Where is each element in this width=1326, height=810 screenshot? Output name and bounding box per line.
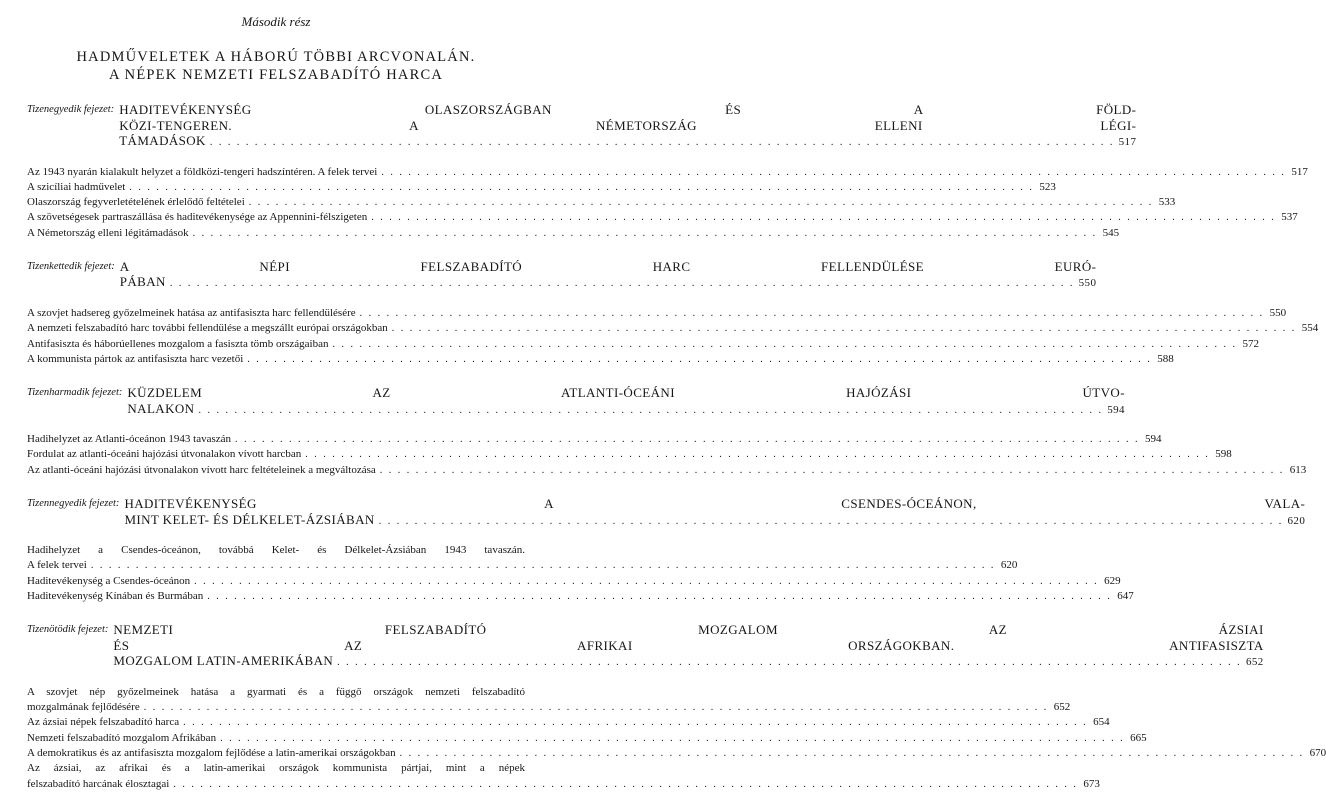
dot-leader [332, 337, 1237, 352]
chapter-title-line: KÖZI-TENGEREN. A NÉMETORSZÁG ELLENI LÉGI- [119, 117, 1137, 133]
dot-leader [144, 700, 1049, 715]
entry-list [27, 685, 1326, 792]
toc-entry[interactable] [27, 226, 1120, 241]
entry-text: Haditevékenység a Csendes-óceánon [27, 574, 191, 587]
chapter-title-line: MOZGALOM LATIN-AMERIKÁBAN [113, 653, 334, 669]
toc-entry[interactable] [27, 761, 1100, 792]
dot-leader [198, 403, 1103, 419]
chapter-title-line: HADITEVÉKENYSÉG A CSENDES-ÓCEÁNON, VALA- [124, 496, 1306, 512]
dot-leader [210, 135, 1115, 151]
entry-text: felszabadító harcának élosztagai [27, 777, 170, 790]
page-number: 550 [1269, 306, 1287, 319]
toc-entry[interactable] [27, 210, 1298, 225]
entry-text: mozgalmának fejlődésére [27, 701, 140, 714]
page-number: 620 [1287, 514, 1306, 527]
dot-leader [220, 731, 1125, 746]
chapter-13 [27, 385, 1307, 478]
toc-entry[interactable] [27, 195, 1176, 210]
dot-leader [247, 352, 1152, 367]
entry-list [27, 165, 1308, 241]
dot-leader [380, 463, 1285, 478]
entry-text: A Németország elleni légitámadások [27, 226, 189, 239]
chapter-title-line: KÜZDELEM AZ ATLANTI-ÓCEÁNI HAJÓZÁSI ÚTVO- [127, 385, 1125, 401]
toc-entry[interactable] [27, 715, 1110, 730]
entry-text: Az 1943 nyarán kialakult helyzet a földközi-tengeri hadszíntéren. A felek tervei [27, 165, 378, 178]
page-number: 613 [1289, 463, 1307, 476]
toc-entry[interactable] [27, 543, 1018, 574]
entry-last-line [27, 700, 1071, 715]
page-number: 670 [1309, 746, 1326, 759]
dot-leader [400, 746, 1305, 761]
page-number: 537 [1281, 211, 1298, 224]
toc-entry[interactable] [27, 306, 1287, 321]
chapter-title [119, 102, 1136, 151]
main-title-line: A NÉPEK NEMZETI FELSZABADÍTÓ HARCA [108, 67, 443, 83]
dot-leader [381, 165, 1286, 180]
page-number: 629 [1104, 574, 1121, 587]
chapter-title [124, 496, 1305, 529]
page-number: 673 [1083, 777, 1100, 790]
toc-entry[interactable] [27, 180, 1056, 195]
chapter-title-line: NALAKON [127, 400, 195, 416]
chapter-14 [27, 496, 1306, 604]
chapter-11 [27, 102, 1308, 241]
chapter-label: Tizennegyedik fejezet: [27, 498, 120, 510]
chapter-title-line: NEMZETI FELSZABADÍTÓ MOZGALOM AZ ÁZSIAI [113, 622, 1264, 638]
dot-leader [129, 180, 1034, 195]
chapter-title-last-line [113, 653, 1263, 671]
entry-text: Haditevékenység Kínában és Burmában [27, 589, 204, 602]
dot-leader [337, 655, 1242, 671]
entry-text: A szovjet nép győzelmeinek hatása a gyarmati és a függő országok nemzeti felszabadító [27, 685, 525, 698]
chapter-label: Tizenharmadik fejezet: [27, 387, 123, 399]
entry-text: Antifasiszta és háborúellenes mozgalom a fasiszta tömb országaiban [27, 337, 329, 350]
page-number: 665 [1130, 731, 1147, 744]
page-number: 554 [1301, 322, 1319, 335]
chapter-title [127, 385, 1125, 418]
toc-entry[interactable] [27, 321, 1319, 336]
chapter-heading [27, 385, 1125, 418]
dot-leader [193, 226, 1098, 241]
dot-leader [235, 432, 1140, 447]
toc-entry[interactable] [27, 165, 1308, 180]
chapter-title [120, 259, 1097, 292]
dot-leader [392, 321, 1297, 336]
toc-entry[interactable] [27, 432, 1162, 447]
entry-list [27, 306, 1319, 367]
entry-text: A kommunista pártok az antifasiszta harc vezetői [27, 352, 244, 365]
entry-text: Nemzeti felszabadító mozgalom Afrikában [27, 731, 217, 744]
entry-last-line [27, 777, 1100, 792]
chapter-title [113, 622, 1263, 671]
chapter-label: Tizenegyedik fejezet: [27, 104, 115, 115]
toc-entry[interactable] [27, 746, 1326, 761]
entry-text: A szicíliai hadművelet [27, 180, 126, 193]
chapter-heading [27, 496, 1306, 529]
chapter-heading [27, 622, 1264, 671]
dot-leader [371, 210, 1276, 225]
dot-leader [379, 514, 1284, 530]
chapter-label: Tizenkettedik fejezet: [27, 260, 115, 272]
entry-text: Hadihelyzet a Csendes-óceánon, továbbá Kelet- és Délkelet-Ázsiában 1943 tavaszán. [27, 544, 525, 557]
chapter-title-line: HADITEVÉKENYSÉG OLASZORSZÁGBAN ÉS A FÖLD- [119, 102, 1137, 117]
dot-leader [249, 195, 1154, 210]
entry-text: A szövetségesek partraszállása és haditevékenysége az Appennini-félszigeten [27, 211, 368, 224]
entry-text: A felek tervei [27, 559, 87, 572]
page-number: 654 [1093, 716, 1110, 729]
chapter-title-line: MINT KELET- ÉS DÉLKELET-ÁZSIÁBAN [124, 511, 375, 527]
toc-entry[interactable] [27, 337, 1259, 352]
dot-leader [207, 589, 1112, 604]
entry-text: A demokratikus és az antifasiszta mozgalom fejlődése a latin-amerikai országokban [27, 746, 396, 759]
chapter-label: Tizenötödik fejezet: [27, 624, 109, 636]
entry-text: Hadihelyzet az Atlanti-óceánon 1943 tavaszán [27, 433, 232, 446]
chapter-title-last-line [124, 512, 1305, 530]
page-number: 598 [1215, 448, 1232, 461]
chapter-title-line: PÁBAN [119, 274, 166, 290]
chapter-title-last-line [127, 401, 1125, 419]
chapter-heading [27, 102, 1137, 151]
toc-entry[interactable] [27, 589, 1134, 604]
page-number: 533 [1158, 196, 1176, 209]
part-label: Második rész [241, 14, 311, 29]
main-title-line: HADMŰVELETEK A HÁBORÚ TÖBBI ARCVONALÁN. [76, 49, 476, 65]
toc-entry[interactable] [27, 352, 1174, 367]
page-number: 517 [1291, 165, 1308, 178]
toc-page [27, 10, 1326, 810]
page-number: 647 [1117, 589, 1134, 602]
chapter-title-last-line [119, 133, 1136, 151]
dot-leader [170, 276, 1075, 292]
entry-text: Az ázsiai, az afrikai és a latin-amerikai országok kommunista pártjai, mint a népek [27, 762, 525, 775]
dot-leader [183, 715, 1088, 730]
chapter-title-line: TÁMADÁSOK [119, 133, 206, 148]
chapter-title-line: A NÉPI FELSZABADÍTÓ HARC FELLENDÜLÉSE EURÓ- [119, 258, 1097, 274]
toc-entry[interactable] [27, 685, 1071, 716]
page-number: 550 [1078, 277, 1097, 290]
entry-text: A szovjet hadsereg győzelmeinek hatása az antifasiszta harc fellendülésére [27, 306, 356, 319]
chapter-title-line: ÉS AZ AFRIKAI ORSZÁGOKBAN. ANTIFASISZTA [113, 637, 1264, 653]
entry-text: Olaszország fegyverletételének érlelődő feltételei [27, 196, 245, 209]
page-number: 572 [1242, 337, 1259, 350]
toc-entry[interactable] [27, 731, 1147, 746]
page-number: 594 [1145, 433, 1162, 446]
toc-entry[interactable] [27, 574, 1121, 589]
page-number: 620 [1000, 559, 1018, 572]
chapter-12 [27, 258, 1319, 367]
entry-list [27, 543, 1134, 604]
dot-leader [91, 558, 996, 573]
page-number: 652 [1245, 656, 1264, 669]
page-number: 652 [1053, 701, 1071, 714]
chapter-heading [27, 258, 1097, 292]
entry-list [27, 432, 1307, 478]
toc-entry[interactable] [27, 463, 1307, 478]
toc-entry[interactable] [27, 447, 1232, 462]
dot-leader [194, 574, 1099, 589]
chapter-title-last-line [120, 274, 1097, 292]
chapter-15 [27, 622, 1326, 792]
entry-text: Fordulat az atlanti-óceáni hajózási útvonalakon vívott harcban [27, 448, 302, 461]
dot-leader [305, 447, 1210, 462]
entry-last-line [27, 558, 1018, 573]
dot-leader [360, 306, 1265, 321]
page-number: 588 [1157, 352, 1174, 365]
main-title [27, 48, 525, 84]
dot-leader [173, 777, 1078, 792]
page-number: 523 [1039, 180, 1056, 193]
page-number: 517 [1118, 136, 1137, 148]
entry-text: Az ázsiai népek felszabadító harca [27, 716, 180, 729]
page-number: 545 [1102, 226, 1120, 239]
entry-text: Az atlanti-óceáni hajózási útvonalakon vívott harc feltételeinek a megváltozása [27, 463, 376, 476]
page-number: 594 [1107, 403, 1125, 416]
entry-text: A nemzeti felszabadító harc további fellendülése a megszállt európai országokban [27, 322, 388, 335]
